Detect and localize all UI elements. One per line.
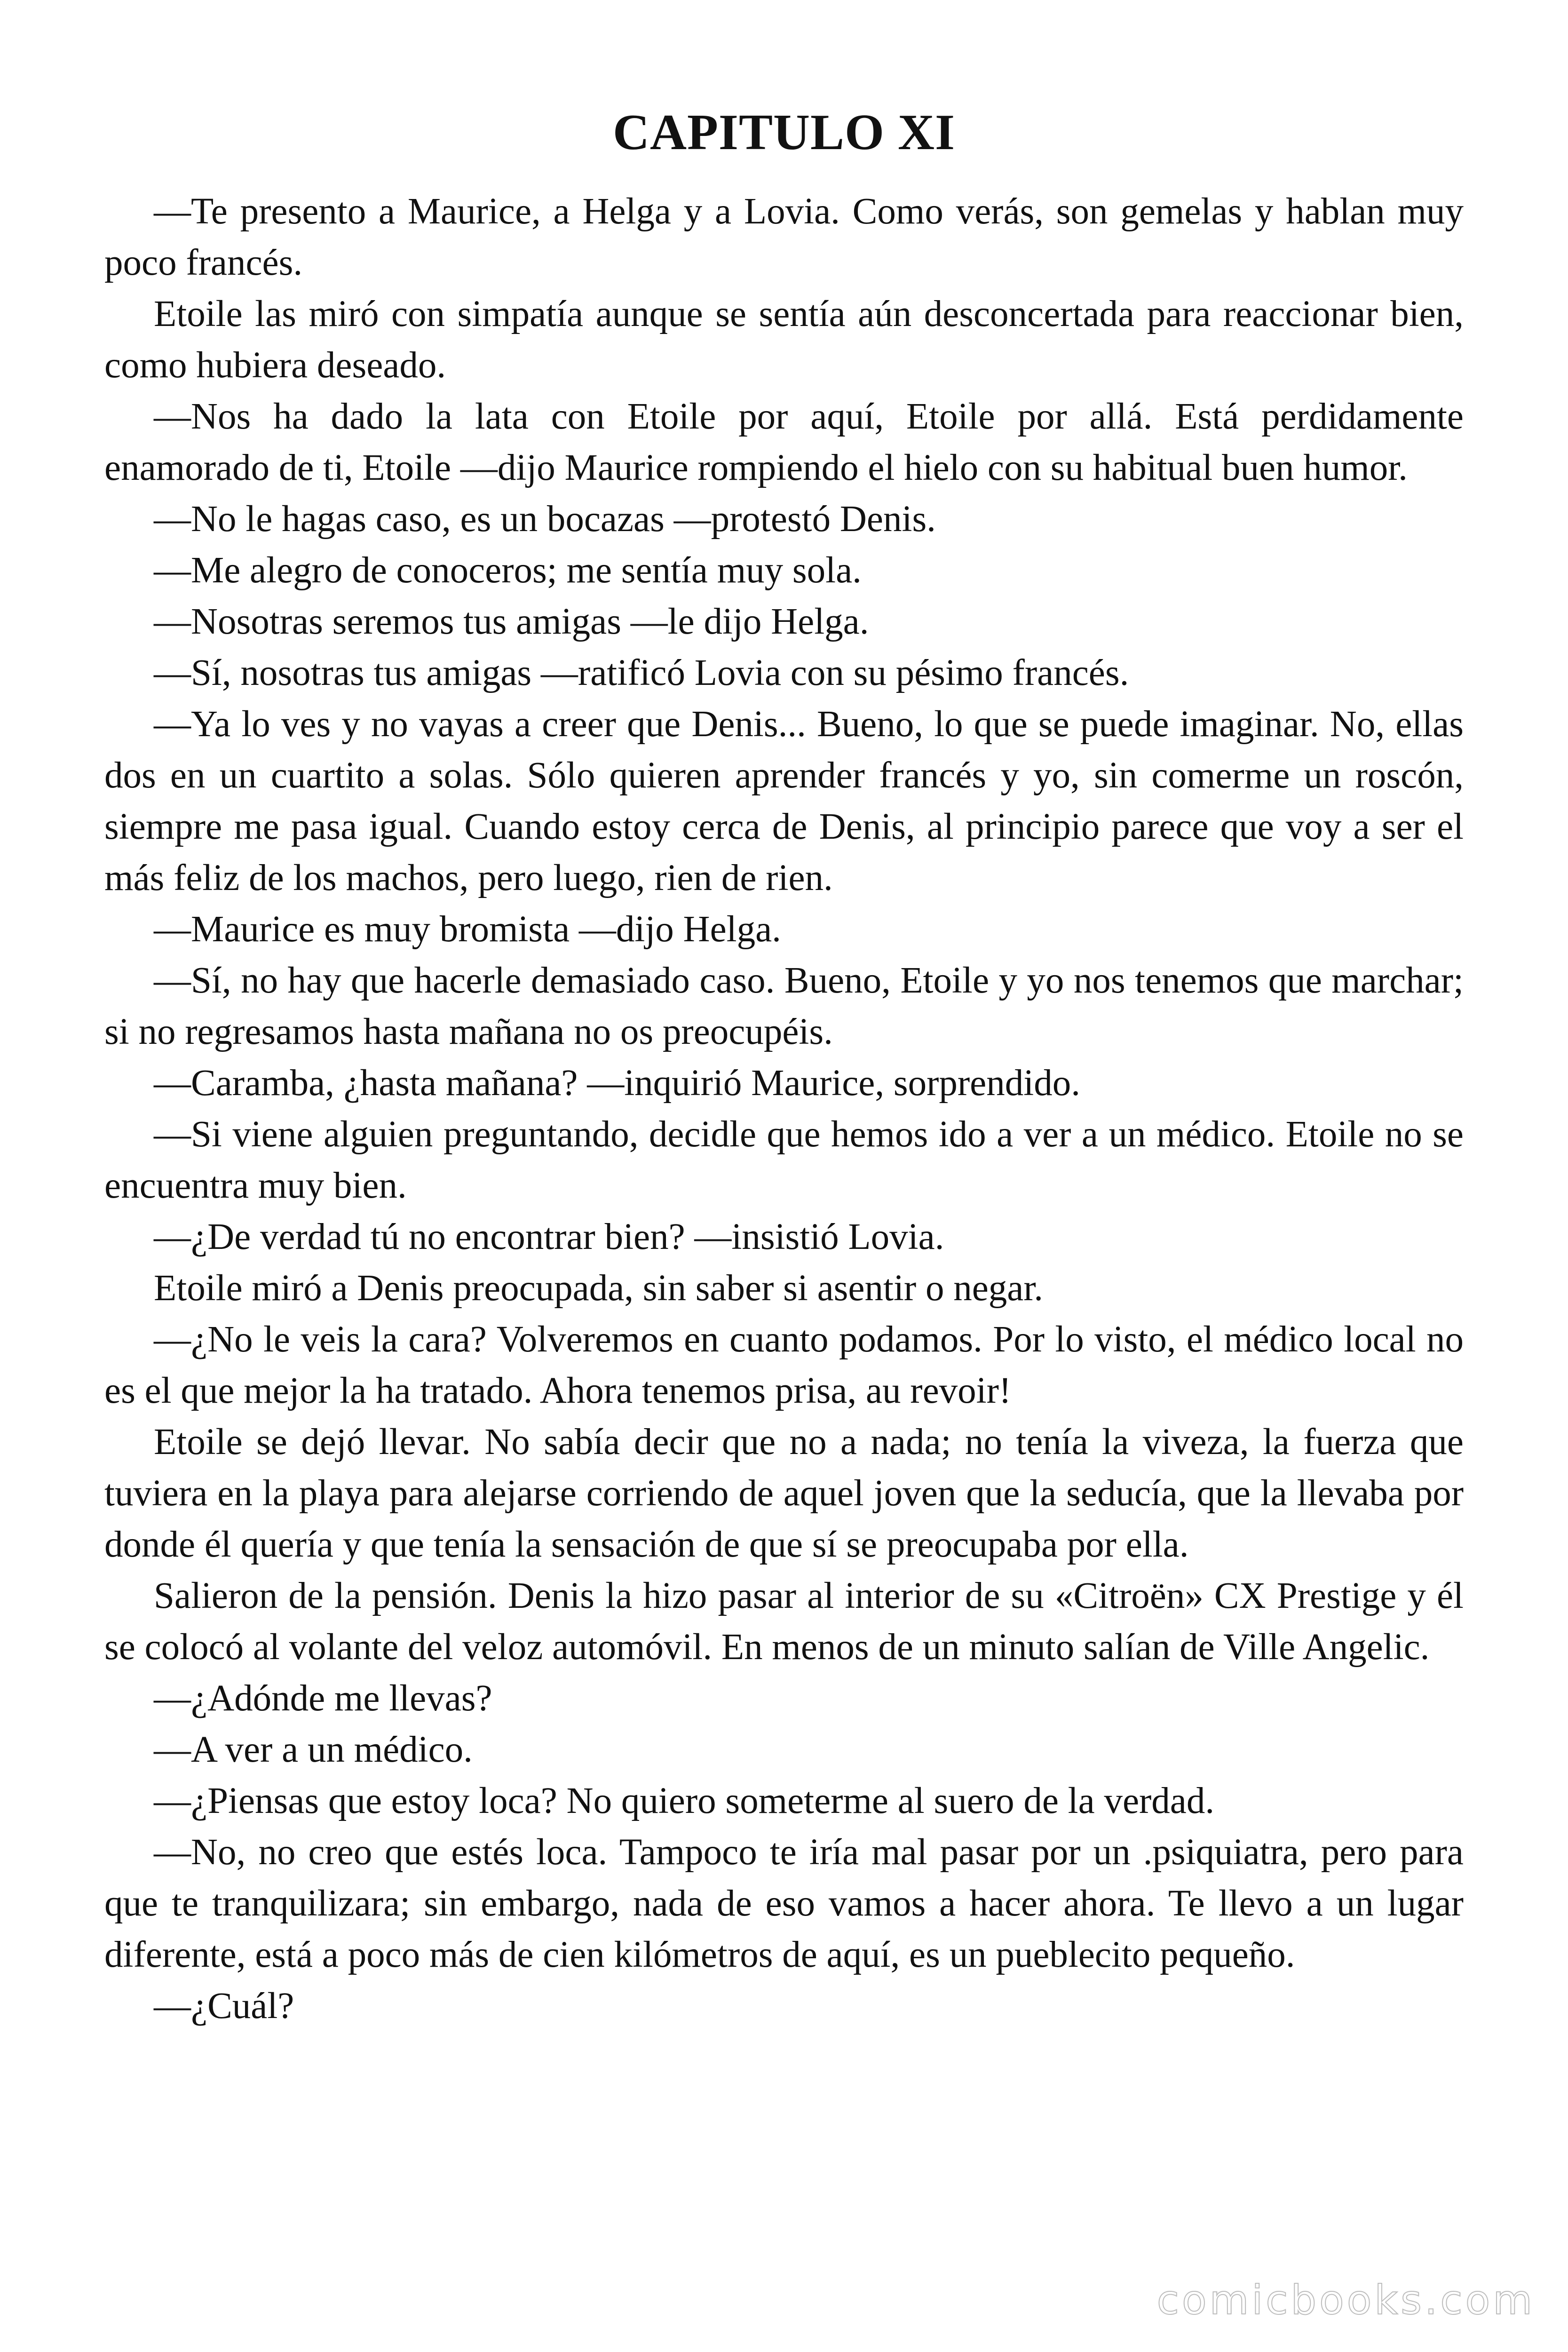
body-text xyxy=(104,186,1464,2032)
paragraph: —Caramba, ¿hasta mañana? —inquirió Maurice, sorprendido. xyxy=(154,1063,1080,1104)
paragraph: —No le hagas caso, es un bocazas —protestó Denis. xyxy=(154,499,936,540)
paragraph: —No, no creo que estés loca. Tampoco te iría mal pasar por un .psiquiatra, pero para que te tranquilizara; sin embargo, nada de eso vamos a hacer ahora. Te llevo a un lugar diferente, está a poco más de cien kilómetros de aquí, es un pueblecito pequeño. xyxy=(104,1832,1464,1975)
paragraph: —Maurice es muy bromista —dijo Helga. xyxy=(154,909,781,950)
paragraph: —¿Cuál? xyxy=(154,1986,294,2026)
paragraph: —Te presento a Maurice, a Helga y a Lovia. Como verás, son gemelas y hablan muy poco francés. xyxy=(104,191,1464,283)
paragraph: —Nos ha dado la lata con Etoile por aquí, Etoile por allá. Está perdidamente enamorado de ti, Etoile —dijo Maurice rompiendo el hielo con su habitual buen humor. xyxy=(104,396,1464,488)
paragraph: —Ya lo ves y no vayas a creer que Denis... Bueno, lo que se puede imaginar. No, ellas dos en un cuartito a solas. Sólo quieren aprender francés y yo, sin comerme un roscón, siempre me pasa igual. Cuando estoy cerca de Denis, al principio parece que voy a ser el más feliz de los machos, pero luego, rien de rien. xyxy=(104,704,1464,898)
paragraph: —Sí, no hay que hacerle demasiado caso. Bueno, Etoile y yo nos tenemos que marchar; si no regresamos hasta mañana no os preocupéis. xyxy=(104,960,1464,1052)
paragraph: —Si viene alguien preguntando, decidle que hemos ido a ver a un médico. Etoile no se encuentra muy bien. xyxy=(104,1114,1464,1206)
paragraph: —¿Piensas que estoy loca? No quiero someterme al suero de la verdad. xyxy=(154,1780,1215,1821)
paragraph: —Nosotras seremos tus amigas —le dijo Helga. xyxy=(154,601,869,642)
paragraph: Salieron de la pensión. Denis la hizo pasar al interior de su «Citroën» CX Prestige y él se colocó al volante del veloz automóvil. En menos de un minuto salían de Ville Angelic. xyxy=(104,1575,1464,1668)
paragraph: Etoile las miró con simpatía aunque se sentía aún desconcertada para reaccionar bien, como hubiera deseado. xyxy=(104,294,1464,386)
paragraph: —Me alegro de conoceros; me sentía muy sola. xyxy=(154,550,862,591)
paragraph: —¿No le veis la cara? Volveremos en cuanto podamos. Por lo visto, el médico local no es el que mejor la ha tratado. Ahora tenemos prisa, au revoir! xyxy=(104,1319,1464,1411)
paragraph: Etoile se dejó llevar. No sabía decir que no a nada; no tenía la viveza, la fuerza que tuviera en la playa para alejarse corriendo de aquel joven que la seducía, que la llevaba por donde él quería y que tenía la sensación de que sí se preocupaba por ella. xyxy=(104,1422,1464,1565)
paragraph: Etoile miró a Denis preocupada, sin saber si asentir o negar. xyxy=(154,1268,1044,1309)
paragraph: —¿De verdad tú no encontrar bien? —insistió Lovia. xyxy=(154,1216,944,1257)
chapter-title: CAPITULO XI xyxy=(612,104,956,161)
paragraph: —A ver a un médico. xyxy=(154,1729,473,1770)
paragraph: —Sí, nosotras tus amigas —ratificó Lovia con su pésimo francés. xyxy=(154,652,1129,693)
watermark: comicbooks.com xyxy=(1156,2277,1535,2324)
paragraph: —¿Adónde me llevas? xyxy=(154,1678,492,1719)
